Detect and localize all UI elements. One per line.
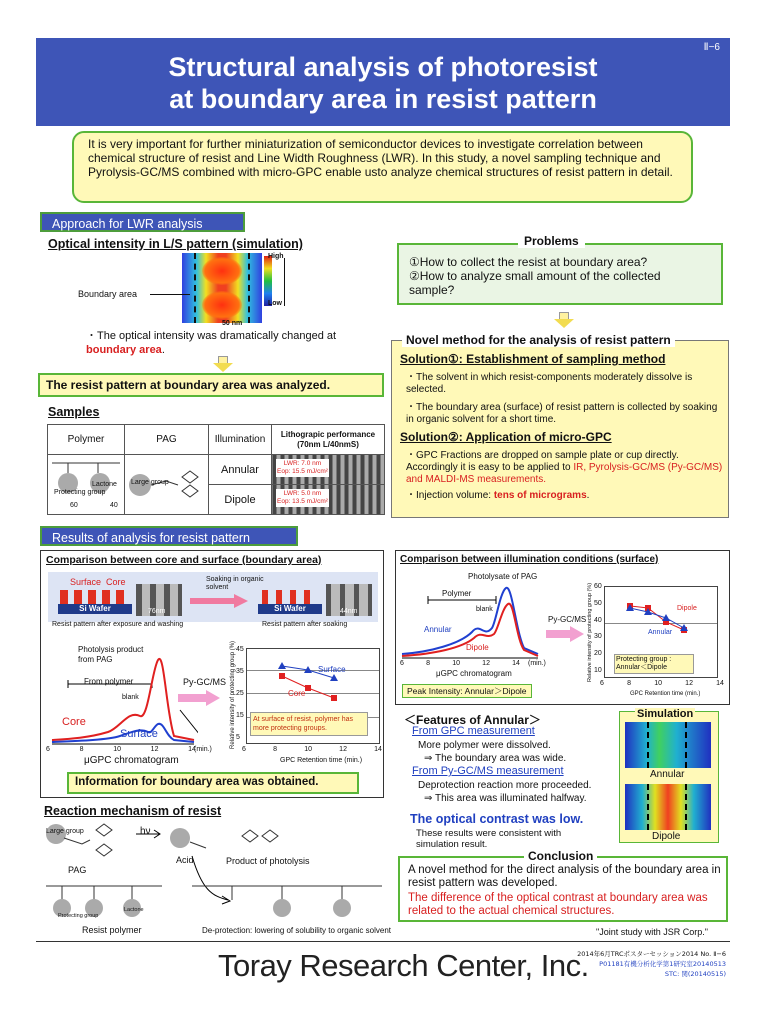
illum-dipole-label: Dipole	[466, 643, 489, 652]
pag-structure: Large group	[125, 455, 209, 515]
mechanism-diagram	[42, 820, 392, 940]
sim-annular-label: Annular	[650, 769, 685, 780]
sol2-bullet2: ・Injection volume: tens of micrograms.	[406, 490, 590, 501]
problems-box	[397, 243, 723, 305]
optical-subtitle: Optical intensity in L/S pattern (simulation)	[48, 237, 303, 251]
mech-pag: PAG	[68, 865, 87, 875]
soak-label: Soaking in organic solvent	[206, 576, 264, 591]
plot-annular-label: Annular	[648, 629, 673, 636]
illum-polymer-label: Polymer	[442, 589, 472, 598]
soak-arrow-icon	[190, 594, 250, 608]
core-label: Core	[106, 577, 126, 587]
resist-lines-1	[60, 590, 130, 604]
poster-title-line2: at boundary area in resist pattern	[169, 84, 597, 114]
intro-box: It is very important for further miniaturization of semiconductor devices to investigate correlation between chemical structure of resist and Line Width Roughness (LWR). In this study, a novel sampling technique and Pyrolysis-GC/MS combined with micro-GPC enable usto analyze chemical structures of resist pattern in detail.	[72, 131, 693, 203]
py-point2: ⇒ This area was illuminated halfway.	[424, 793, 587, 804]
simulation-map	[182, 253, 262, 323]
joint-study: "Joint study with JSR Corp."	[596, 927, 708, 937]
photolysis-label: Photolysis product from PAG	[78, 645, 144, 664]
features-title: ＜Features of Annular＞	[404, 713, 541, 727]
conclusion-box	[398, 856, 728, 922]
chrom-xlabel: μGPC chromatogram	[84, 755, 179, 766]
sol2-bullet1: ・GPC Fractions are dropped on sample plate or cup directly. Accordingly it is easy to be applied to IR, Pyrolysis-GC/MS (Py-GC/MS) and MALDI-MS measurements.	[406, 450, 723, 485]
conclusion-text2: The difference of the optical contrast at boundary area was related to the actual chemical structures.	[408, 892, 708, 917]
illum-annular: Annular	[209, 455, 272, 485]
problems-title: Problems	[518, 234, 585, 248]
samples-title: Samples	[48, 405, 100, 419]
th-illumination: Illumination	[209, 425, 272, 455]
problem-2: ②How to analyze small amount of the collected sample?	[409, 269, 661, 297]
pygc-label: Py-GC/MS	[183, 677, 227, 687]
illum-prot-note: Protecting group : Annular＜Dipole	[614, 654, 694, 674]
py-point1: Deprotection reaction more proceeded.	[418, 780, 592, 791]
poster-code: Ⅱ−6	[703, 42, 720, 53]
poster-header	[36, 38, 730, 126]
plot-surface-label: Surface	[318, 665, 346, 674]
mech-title: Reaction mechanism of resist	[44, 804, 222, 818]
illum-xunit: (min.)	[528, 660, 546, 667]
polymer-structure: Protecting group Lactone 60 40	[48, 455, 125, 515]
company-name: Toray Research Center, Inc.	[218, 948, 589, 983]
si-wafer-1: Si Wafer	[58, 604, 132, 614]
consistent-note: These results were consistent with simulation result.	[416, 828, 562, 850]
simulation-title: Simulation	[637, 708, 694, 720]
sim-dipole-map	[625, 784, 711, 830]
footer-line2: P01181有機分析化学第1研究室20140513	[599, 960, 726, 968]
th-litho: Lithograpic performance (70nm L/40nmS)	[272, 425, 385, 455]
th-polymer: Polymer	[48, 425, 125, 455]
py-heading: From Py-GC/MS measurement	[412, 765, 564, 777]
core-ylabel-wrap: Relative intensity of protecting group (%)	[230, 640, 236, 749]
peak-intensity: Peak Intensity: Annular＞Dipole	[402, 684, 532, 698]
blank-label: blank	[122, 694, 139, 701]
core-point	[305, 685, 311, 691]
mech-product: Product of photolysis	[226, 856, 310, 866]
down-arrow-2	[554, 312, 574, 328]
core-point	[279, 673, 285, 679]
illum-xticks: 6 8 10 12 14	[600, 680, 724, 687]
info-box: Information for boundary area was obtained.	[67, 772, 359, 794]
surface-label: Surface	[70, 577, 102, 587]
illum-pygc-arrow-icon	[546, 626, 586, 642]
core-xticks: 6 8 10 12 14	[242, 746, 382, 753]
pygc-arrow-icon	[178, 690, 222, 706]
results-tab: Results of analysis for resist pattern	[40, 526, 298, 546]
approach-tab: Approach for LWR analysis	[40, 212, 245, 232]
problem-1: ①How to collect the resist at boundary area?	[409, 255, 648, 269]
illum-ticks: 6 8 10 12 14	[400, 660, 520, 667]
plot-core-label: Core	[288, 689, 306, 698]
footer-line3: STC: 関(20140515)	[664, 970, 726, 978]
sem-annular: LWR: 7.0 nm Eop: 15.5 mJ/cm²	[272, 455, 385, 485]
illum-dipole: Dipole	[209, 485, 272, 515]
scale-50nm: 50 nm	[222, 320, 243, 327]
chrom-ticks: 6 8 10 12 14	[46, 746, 196, 753]
illum-ylabel-wrap: Relative intensity of protecting group (%)	[587, 582, 593, 682]
illum-yticks: 60 50 40 30 20 10	[594, 583, 602, 674]
core-yticks: 45 35 25 15 5	[236, 646, 244, 741]
conclusion-title: Conclusion	[524, 849, 597, 863]
plot-dipole-label: Dipole	[677, 605, 697, 612]
illum-blank: blank	[476, 606, 493, 613]
illum-title: Comparison between illumination conditions (surface)	[400, 554, 659, 565]
mech-hv: hν	[140, 826, 151, 837]
contrast-low: The optical contrast was low.	[410, 812, 584, 826]
scale-low: Low	[268, 300, 282, 307]
from-polymer-label: From polymer	[84, 677, 134, 686]
sem-dipole: LWR: 5.0 nm Eop: 13.5 mJ/cm²	[272, 485, 385, 515]
cap-1: Resist pattern after exposure and washing	[52, 621, 184, 628]
poster-title-line1: Structural analysis of photoresist	[168, 52, 598, 82]
mech-prot: Protecting group	[58, 913, 99, 919]
conclusion-text1: A novel method for the direct analysis of the boundary area in resist pattern was developed.	[408, 864, 721, 889]
cap-2: Resist pattern after soaking	[262, 621, 348, 628]
chrom-core-label: Core	[62, 716, 86, 728]
samples-table	[47, 424, 385, 515]
mech-polymer: Resist polymer	[82, 925, 142, 935]
scale-high: High	[268, 253, 284, 260]
core-xlabel2: GPC Retention time (min.)	[280, 757, 363, 764]
color-scale	[264, 256, 272, 306]
down-arrow-1	[213, 356, 233, 372]
analyzed-box: The resist pattern at boundary area was analyzed.	[38, 373, 384, 397]
core-point	[331, 695, 337, 701]
gpc-point2: ⇒ The boundary area was wide.	[424, 753, 567, 764]
boundary-pointer	[150, 294, 190, 295]
nm76: 76nm	[148, 608, 166, 615]
surface-point	[278, 662, 286, 669]
footer-line1: 2014年6月TRCポスターセッション2014 No. Ⅱ−6	[577, 950, 726, 958]
mech-large: Large group	[46, 828, 84, 835]
scale-arrow	[284, 258, 285, 306]
approach-note: ・The optical intensity was dramatically changed at boundary area.	[86, 330, 337, 356]
mech-deprot: De-protection: lowering of solubility to organic solvent	[202, 926, 391, 935]
boundary-area-label: Boundary area	[78, 289, 138, 299]
surface-note: At surface of resist, polymer has more protecting groups.	[250, 712, 368, 736]
pag-label: Photolysate of PAG	[468, 572, 538, 581]
gpc-point1: More polymer were dissolved.	[418, 740, 551, 751]
solution-1: Solution①: Establishment of sampling method	[400, 352, 666, 366]
si-wafer-2: Si Wafer	[258, 604, 322, 614]
illum-xlabel: μGPC chromatogram	[436, 669, 512, 678]
sim-annular-map	[625, 722, 711, 768]
chrom-xunit: (min.)	[194, 746, 212, 753]
mech-lact: Lactone	[124, 907, 144, 913]
solution-2: Solution②: Application of micro-GPC	[400, 430, 612, 444]
illum-pygc-label: Py-GC/MS	[548, 615, 587, 624]
core-surface-title: Comparison between core and surface (boundary area)	[46, 554, 322, 566]
illum-annular-label: Annular	[424, 625, 452, 634]
annular-line	[630, 608, 684, 628]
nm44: 44nm	[340, 608, 358, 615]
gpc-heading: From GPC measurement	[412, 725, 535, 737]
illum-xlabel2: GPC Retention time (min.)	[630, 691, 701, 697]
resist-lines-2	[262, 590, 318, 604]
novel-title: Novel method for the analysis of resist pattern	[402, 333, 675, 347]
th-pag: PAG	[125, 425, 209, 455]
sol1-bullet1: ・The solvent in which resist-components moderately dissolve is selected.	[406, 372, 693, 395]
chrom-surface-label: Surface	[120, 728, 158, 740]
sim-dipole-label: Dipole	[652, 831, 681, 842]
sol1-bullet2: ・The boundary area (surface) of resist pattern is collected by soaking in organic solvent for a short time.	[406, 402, 718, 425]
mech-acid: Acid	[176, 855, 194, 865]
footer-divider	[36, 941, 730, 942]
